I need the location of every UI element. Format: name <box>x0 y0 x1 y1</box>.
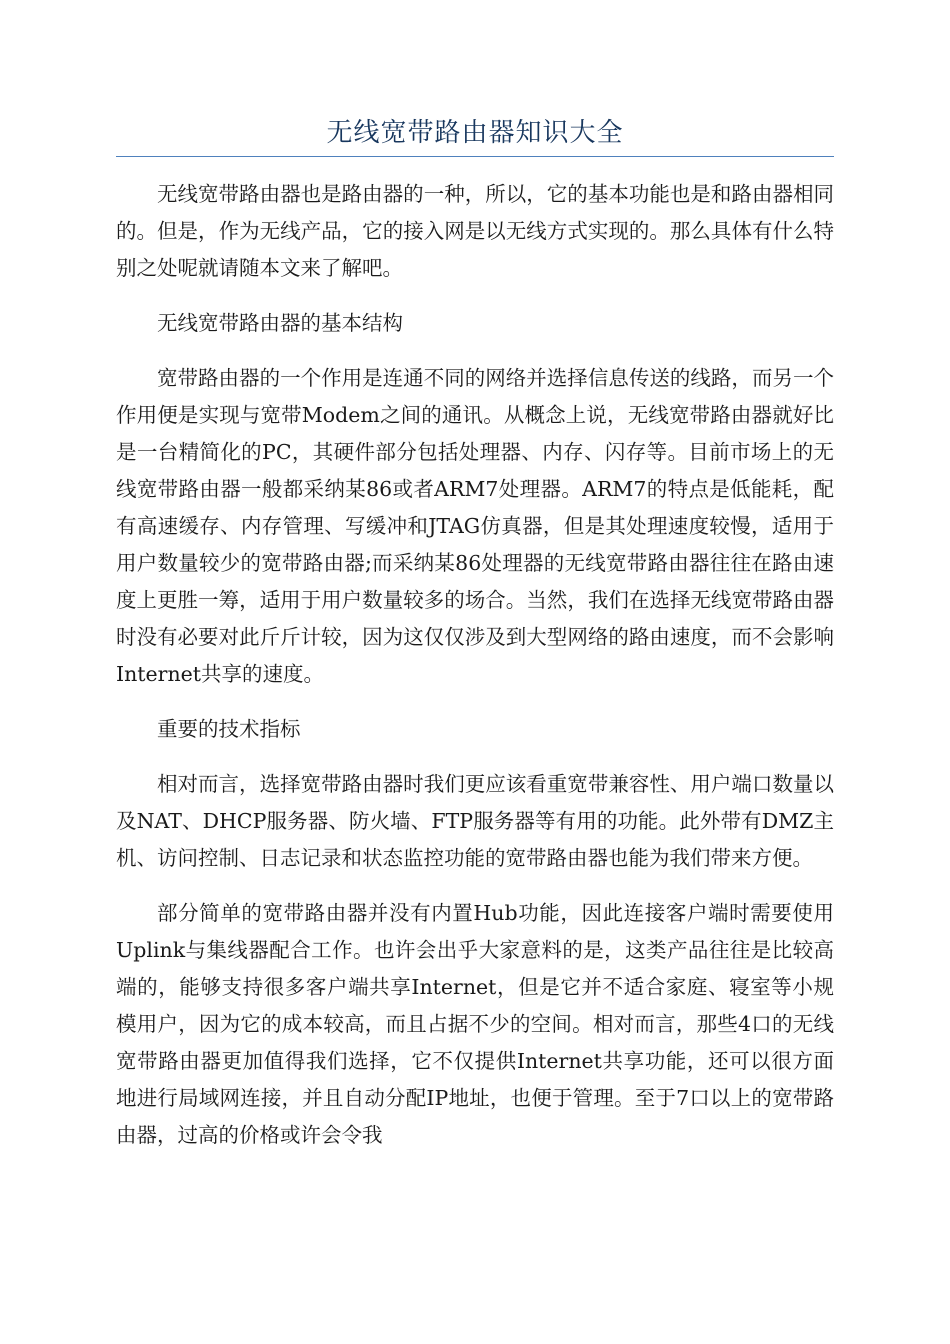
section-heading-structure: 无线宽带路由器的基本结构 <box>157 311 403 335</box>
paragraph-specs: 相对而言，选择宽带路由器时我们更应该看重宽带兼容性、用户端口数量以及NAT、DHCP服务器、防火墙、FTP服务器等有用的功能。此外带有DMZ主机、访问控制、日志记录和状态监控功能的宽带路由器也能为我们带来方便。 <box>116 772 834 870</box>
page-title: 无线宽带路由器知识大全 <box>326 118 624 148</box>
section-heading-specs: 重要的技术指标 <box>157 717 301 741</box>
paragraph-structure: 宽带路由器的一个作用是连通不同的网络并选择信息传送的线路，而另一个作用便是实现与宽带Modem之间的通讯。从概念上说，无线宽带路由器就好比是一台精简化的PC，其硬件部分包括处理器、内存、闪存等。目前市场上的无线宽带路由器一般都采纳某86或者ARM7处理器。ARM7的特点是低能耗，配有高速缓存、内存管理、写缓冲和JTAG仿真器，但是其处理速度较慢，适用于用户数量较少的宽带路由器;而采纳某86处理器的无线宽带路由器往往在路由速度上更胜一筹，适用于用户数量较多的场合。当然，我们在选择无线宽带路由器时没有必要对此斤斤计较，因为这仅仅涉及到大型网络的路由速度，而不会影响Internet共享的速度。 <box>116 366 834 686</box>
title-bar <box>116 110 834 157</box>
document-body <box>116 176 834 1172</box>
paragraph-intro: 无线宽带路由器也是路由器的一种，所以，它的基本功能也是和路由器相同的。但是，作为无线产品，它的接入网是以无线方式实现的。那么具体有什么特别之处呢就请随本文来了解吧。 <box>116 182 834 280</box>
paragraph-hub: 部分简单的宽带路由器并没有内置Hub功能，因此连接客户端时需要使用Uplink与集线器配合工作。也许会出乎大家意料的是，这类产品往往是比较高端的，能够支持很多客户端共享Internet，但是它并不适合家庭、寝室等小规模用户，因为它的成本较高，而且占据不少的空间。相对而言，那些4口的无线宽带路由器更加值得我们选择，它不仅提供Internet共享功能，还可以很方面地进行局域网连接，并且自动分配IP地址，也便于管理。至于7口以上的宽带路由器，过高的价格或许会令我 <box>116 901 834 1147</box>
